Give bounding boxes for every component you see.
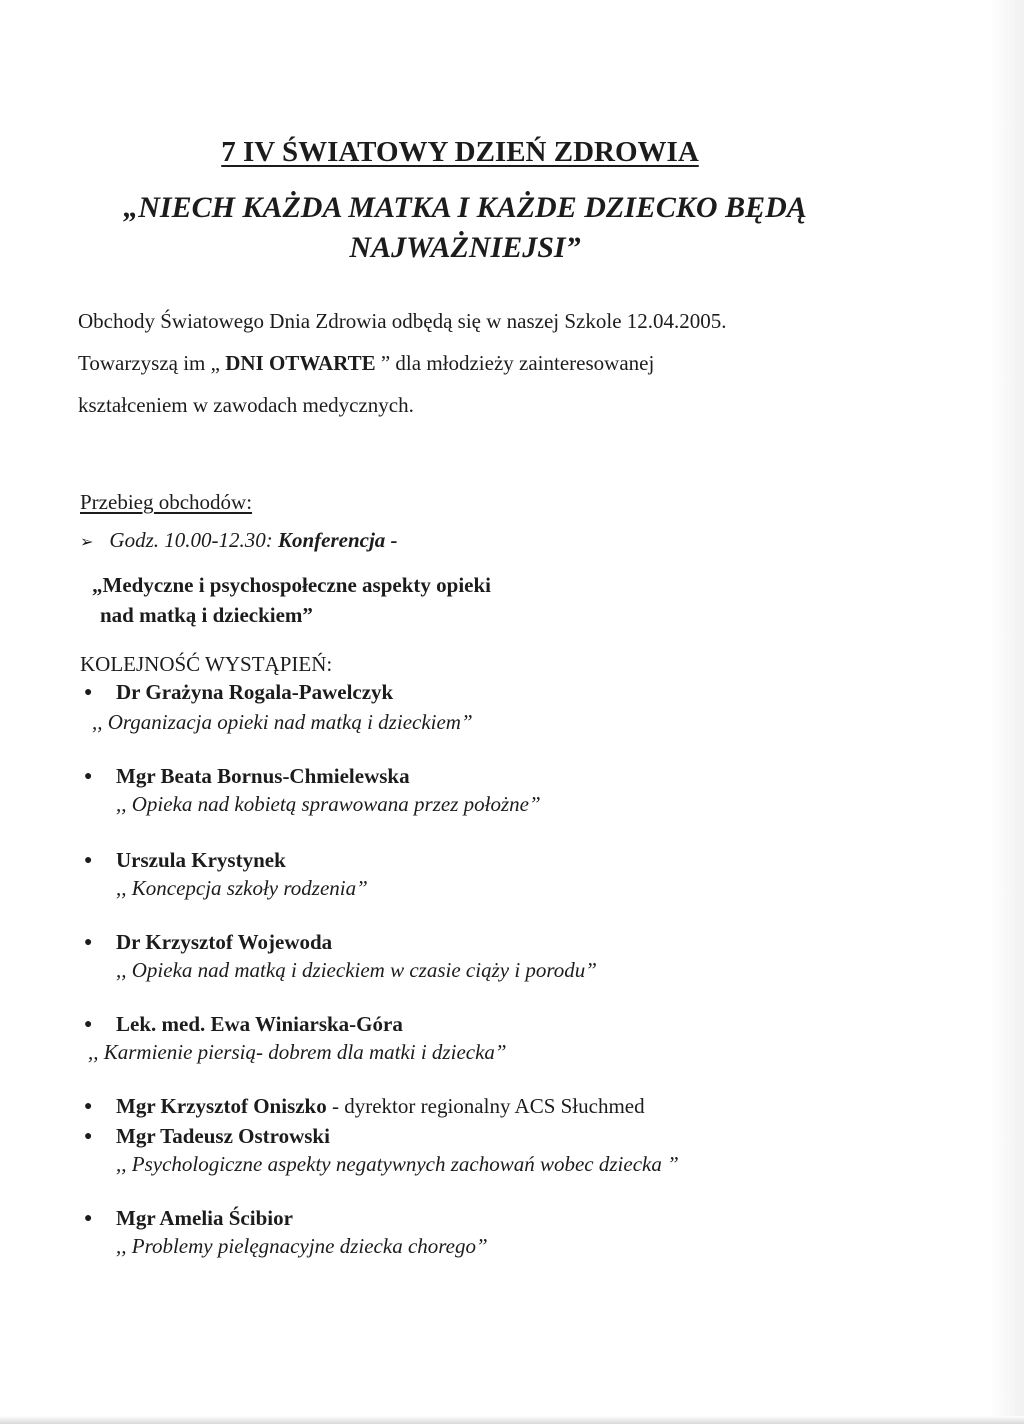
speaker-item — [84, 764, 410, 789]
bullet-icon: ● — [84, 853, 93, 868]
speaker-name: Urszula Krystynek — [116, 848, 286, 872]
speaker-item — [84, 848, 286, 873]
speaker-topic: ,, Koncepcja szkoły rodzenia” — [116, 876, 368, 900]
subtitle-line-2: NAJWAŻNIEJSI” — [349, 231, 581, 264]
intro-line-2: Towarzyszą im „ DNI OTWARTE ” dla młodzieży zainteresowanej — [78, 351, 655, 375]
speaker-item — [84, 1094, 645, 1119]
intro-line-1: Obchody Światowego Dnia Zdrowia odbędą się w naszej Szkole 12.04.2005. — [78, 309, 727, 333]
speaker-name: Mgr Tadeusz Ostrowski — [116, 1124, 330, 1148]
arrow-bullet-icon: ➢ — [80, 534, 94, 551]
intro-paragraph — [78, 300, 898, 426]
speaker-name: Lek. med. Ewa Winiarska-Góra — [116, 1012, 403, 1036]
speaker-topic: ,, Opieka nad matką i dzieckiem w czasie ciąży i porodu” — [116, 958, 597, 982]
speaker-topic: ,, Problemy pielęgnacyjne dziecka chorego” — [116, 1234, 488, 1258]
speaker-role: - dyrektor regionalny ACS Słuchmed — [326, 1094, 645, 1118]
open-days-label: DNI OTWARTE — [225, 351, 376, 375]
speaker-name: Mgr Beata Bornus-Chmielewska — [116, 764, 410, 788]
conference-title-line-2: nad matką i dzieckiem” — [100, 603, 313, 627]
conference-title — [92, 570, 491, 630]
speaker-name: Mgr Krzysztof Oniszko — [116, 1094, 327, 1118]
speaker-name: Dr Krzysztof Wojewoda — [116, 930, 333, 954]
bullet-icon: ● — [84, 769, 93, 784]
speaker-item — [84, 930, 332, 955]
speaker-item — [84, 1124, 330, 1149]
speaker-name: Dr Grażyna Rogala-Pawelczyk — [116, 680, 394, 704]
speaker-item — [84, 1012, 403, 1037]
page-edge-shadow — [990, 0, 1024, 1424]
subtitle-line-1: „NIECH KAŻDA MATKA I KAŻDE DZIECKO BĘDĄ — [123, 191, 807, 224]
bullet-icon: ● — [84, 1211, 93, 1226]
bullet-icon: ● — [84, 685, 93, 700]
program-heading: Przebieg obchodów: — [80, 490, 253, 514]
speaker-topic: ,, Opieka nad kobietą sprawowana przez położne” — [116, 792, 541, 816]
program-event: Konferencja - — [277, 528, 398, 552]
bullet-icon: ● — [84, 1129, 93, 1144]
conference-title-line-1: „Medyczne i psychospołeczne aspekty opieki — [92, 573, 491, 597]
speakers-heading: KOLEJNOŚĆ WYSTĄPIEŃ: — [80, 652, 333, 676]
document-title: 7 IV ŚWIATOWY DZIEŃ ZDROWIA — [221, 136, 699, 168]
program-time: Godz. 10.00-12.30: — [109, 528, 273, 552]
bullet-icon: ● — [84, 1099, 93, 1114]
speaker-item — [84, 1206, 293, 1231]
program-time-row — [80, 528, 398, 553]
speaker-topic: ,, Organizacja opieki nad matką i dzieckiem” — [92, 710, 473, 734]
bullet-icon: ● — [84, 1017, 93, 1032]
speaker-topic: ,, Psychologiczne aspekty negatywnych zachowań wobec dziecka ” — [116, 1152, 679, 1176]
bullet-icon: ● — [84, 935, 93, 950]
speaker-item — [84, 680, 393, 705]
speaker-topic: ,, Karmienie piersią- dobrem dla matki i dziecka” — [88, 1040, 507, 1064]
intro-line-3: kształceniem w zawodach medycznych. — [78, 393, 414, 417]
page-bottom-edge — [0, 1416, 1024, 1424]
document-subtitle — [0, 188, 930, 268]
speaker-name: Mgr Amelia Ścibior — [116, 1206, 293, 1230]
